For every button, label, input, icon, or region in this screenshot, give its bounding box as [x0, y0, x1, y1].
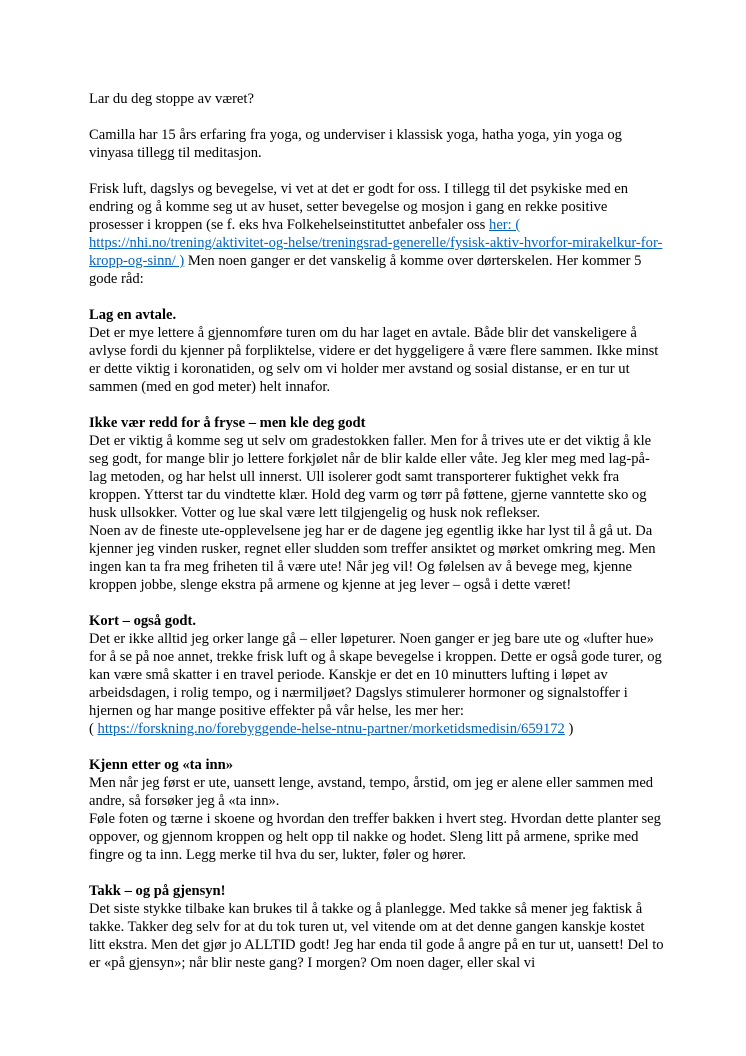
section-heading-takk: Takk – og på gjensyn!	[89, 883, 226, 899]
section-kjenn	[89, 756, 664, 864]
section-kort	[89, 612, 664, 738]
section-fryse	[89, 414, 664, 594]
fresh-air-paragraph	[89, 180, 664, 288]
title-question: Lar du deg stoppe av været?	[89, 91, 254, 107]
section-body-kort: Det er ikke alltid jeg orker lange gå – eller løpeturer. Noen ganger er jeg bare ute og «lufter hue» for å se på noe annet, trekke frisk luft og å skape bevegelse i kroppen. Dette er også gode turer, og kan være små skatter i en travel periode. Kanskje er det en 10 minutters lufting i løpet av arbeidsdagen, i rolig tempo, og i nærmiljøet? Dagslys stimulerer hormoner og signalstoffer i hjernen og har mange positive effekter på vår helse, les mer her:	[89, 631, 662, 719]
section-body-fryse-1: Det er viktig å komme seg ut selv om gradestokken faller. Men for å trives ute er det viktig å kle seg godt, for mange blir jo lettere forkjølet når de blir kalde eller våte. Jeg kler meg med lag-på-lag metoden, og har helst ull innerst. Ull isolerer godt samt transporterer fuktighet vekk fra kroppen. Ytterst tar du vindtette klær. Hold deg varm og tørr på føttene, gjerne vanntette sko og husk ullsokker. Votter og lue skal være lett tilgjengelig og husk nok reflekser.	[89, 433, 652, 521]
fresh-air-text-before: Frisk luft, dagslys og bevegelse, vi vet at det er godt for oss. I tillegg til det psykiske med en endring og å komme seg ut av huset, setter bevegelse og mosjon i gang en rekke positive prosesser i kroppen (se f. eks hva Folkehelseinstituttet anbefaler oss	[89, 181, 629, 233]
forskning-link[interactable]: https://forskning.no/forebyggende-helse-ntnu-partner/morketidsmedisin/659172	[97, 721, 565, 737]
section-body-kjenn-2: Føle foten og tærne i skoene og hvordan den treffer bakken i hvert steg. Hvordan dette planter seg oppover, og gjennom kroppen og helt opp til nakke og hodet. Sleng litt på armene, sprike med fingre og ta inn. Legg merke til hva du ser, lukter, føler og hører.	[89, 811, 661, 863]
section-body-kjenn-1: Men når jeg først er ute, uansett lenge, avstand, tempo, årstid, om jeg er alene eller sammen med andre, så forsøker jeg å «ta inn».	[89, 775, 654, 809]
link-paren-open: (	[89, 721, 98, 737]
section-body-fryse-2: Noen av de fineste ute-opplevelsene jeg har er de dagene jeg egentlig ikke har lyst til å gå ut. Da kjenner jeg vinden rusker, regnet eller sludden som treffer ansiktet og mørket omkring meg. Men ingen kan ta fra meg friheten til å være ute! Når jeg vil! Og følelsen av å bevege meg, kjenne kroppen jobbe, slenge ekstra på armene og kjenne at jeg lever – også i dette været!	[89, 523, 656, 593]
section-heading-avtale: Lag en avtale.	[89, 307, 177, 323]
section-avtale	[89, 306, 664, 396]
nhi-link[interactable]: her: ( https://nhi.no/trening/aktivitet-og-helse/treningsrad-generelle/fysisk-aktiv-hvorfor-mirakelkur-for-kropp-og-sinn/ )	[89, 217, 663, 269]
section-heading-kjenn: Kjenn etter og «ta inn»	[89, 757, 234, 773]
section-heading-kort: Kort – også godt.	[89, 613, 197, 629]
section-takk	[89, 882, 664, 972]
section-heading-fryse: Ikke vær redd for å fryse – men kle deg godt	[89, 415, 366, 431]
intro-paragraph: Camilla har 15 års erfaring fra yoga, og underviser i klassisk yoga, hatha yoga, yin yoga og vinyasa tillegg til meditasjon.	[89, 127, 622, 161]
fresh-air-text-after: Men noen ganger er det vanskelig å komme over dørterskelen. Her kommer 5 gode råd:	[89, 253, 642, 287]
section-body-avtale: Det er mye lettere å gjennomføre turen om du har laget en avtale. Både blir det vanskeligere å avlyse fordi du kjenner på forpliktelse, videre er det hyggeligere å være flere sammen. Ikke minst er dette viktig i koronatiden, og selv om vi holder mer avstand og sosial distanse, er en tur ut sammen (med en god meter) helt innafor.	[89, 325, 659, 395]
section-body-takk: Det siste stykke tilbake kan brukes til å takke og å planlegge. Med takke så mener jeg faktisk å takke. Takker deg selv for at du tok turen ut, vel vitende om at det denne gangen kanskje kostet litt ekstra. Men det gjør jo ALLTID godt! Jeg har enda til gode å angre på en tur ut, uansett! Del to er «på gjensyn»; når blir neste gang? I morgen? Om noen dager, eller skal vi	[89, 901, 664, 971]
link-paren-close: )	[564, 721, 574, 737]
document-page	[89, 90, 664, 990]
